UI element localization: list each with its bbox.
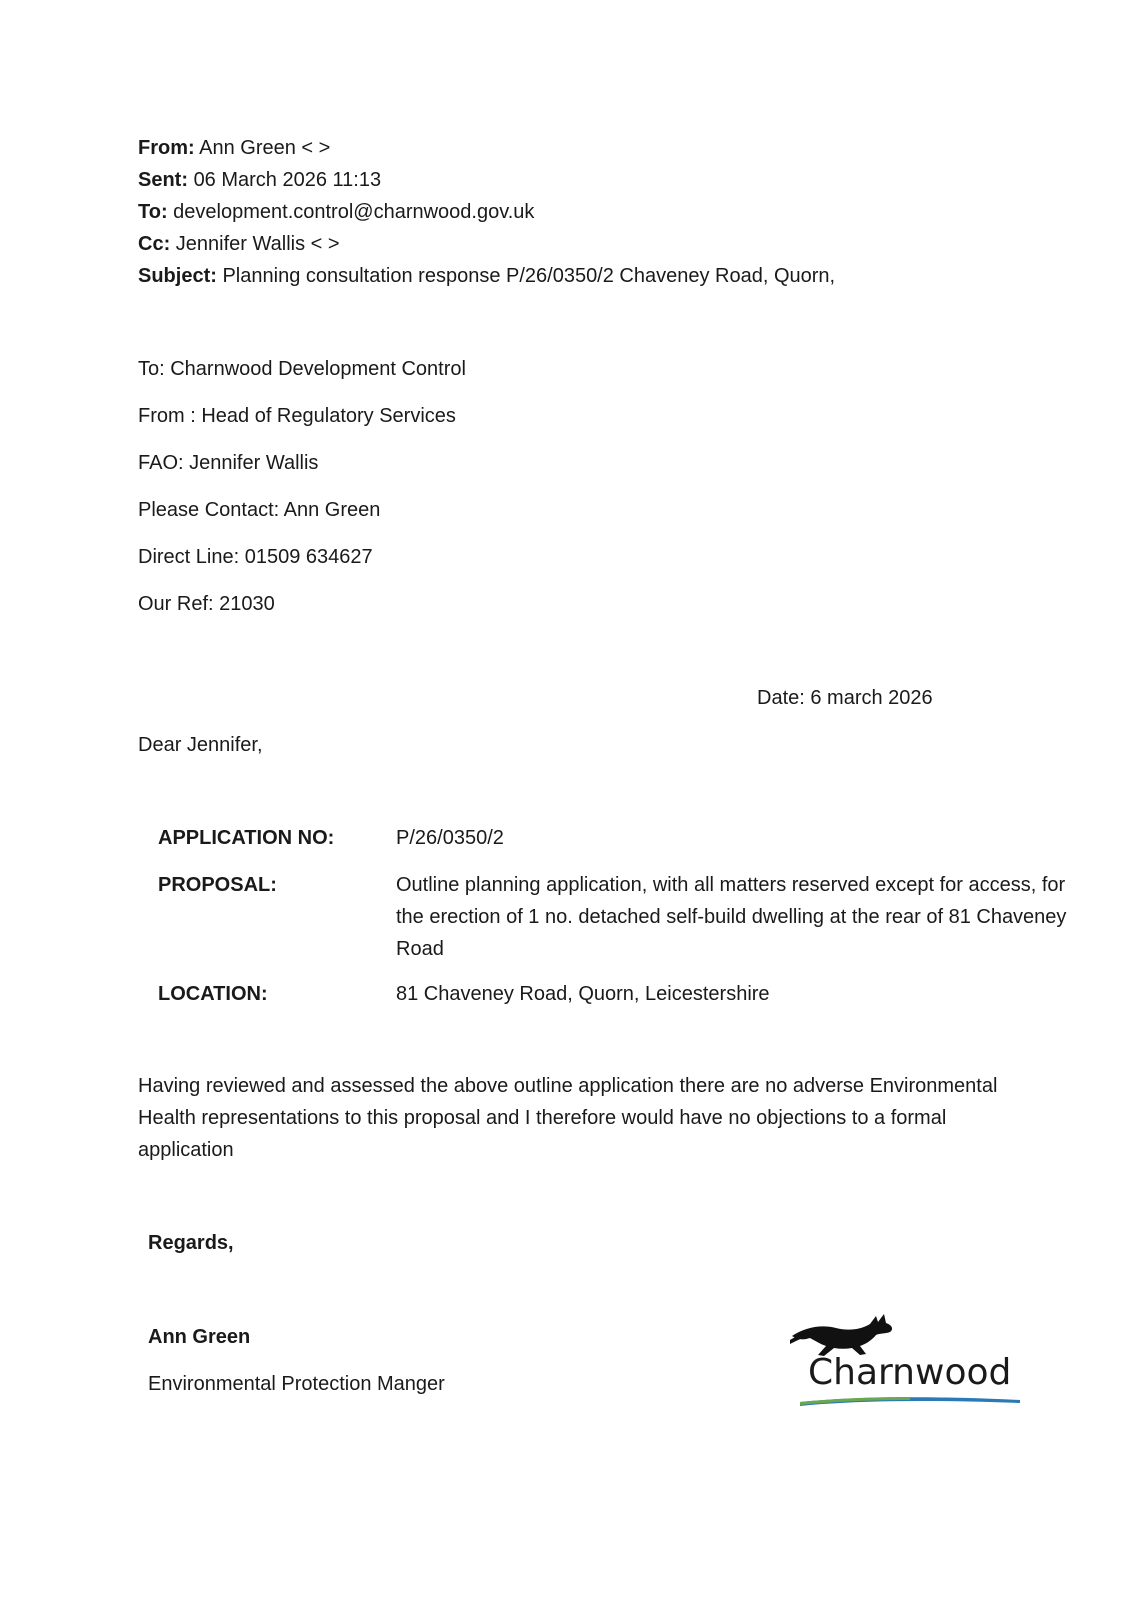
email-cc-line: [138, 232, 340, 256]
memo-our-ref: Our Ref: 21030: [138, 593, 275, 615]
regards: Regards,: [148, 1232, 234, 1254]
memo-from: From : Head of Regulatory Services: [138, 405, 456, 427]
letter-date: Date: 6 march 2026: [757, 687, 933, 709]
email-subject-value: Planning consultation response P/26/0350/2 Chaveney Road, Quorn,: [222, 265, 836, 287]
email-from-value: Ann Green < >: [199, 137, 331, 159]
salutation: Dear Jennifer,: [138, 734, 263, 756]
application-no-value: P/26/0350/2: [396, 827, 504, 849]
email-to-line: [138, 200, 534, 224]
proposal-value: Outline planning application, with all matters reserved except for access, for the erection of 1 no. detached self-build dwelling at the rear of 81 Chaveney Road: [396, 874, 1067, 960]
memo-contact: Please Contact: Ann Green: [138, 499, 381, 521]
email-subject-line: [138, 264, 835, 288]
memo-direct-line: Direct Line: 01509 634627: [138, 546, 373, 568]
email-cc-label: Cc:: [138, 233, 171, 255]
email-sent-label: Sent:: [138, 169, 188, 191]
signatory-name: Ann Green: [148, 1326, 251, 1348]
email-subject-label: Subject:: [138, 265, 217, 287]
email-cc-value: Jennifer Wallis < >: [175, 233, 340, 255]
email-sent-value: 06 March 2026 11:13: [193, 169, 382, 191]
body-paragraph: Having reviewed and assessed the above outline application there are no adverse Environmental Health representations to this proposal and I therefore would have no objections to a formal application: [138, 1075, 998, 1161]
application-no-label: APPLICATION NO:: [158, 827, 335, 849]
email-to-value: development.control@charnwood.gov.uk: [173, 201, 535, 223]
charnwood-logo: [790, 1310, 1030, 1410]
proposal-label: PROPOSAL:: [158, 874, 277, 896]
email-from-line: [138, 136, 330, 160]
memo-fao: FAO: Jennifer Wallis: [138, 452, 319, 474]
logo-wordmark: Charnwood: [808, 1352, 1012, 1393]
email-sent-line: [138, 168, 381, 192]
email-to-label: To:: [138, 201, 168, 223]
location-value: 81 Chaveney Road, Quorn, Leicestershire: [396, 983, 770, 1005]
signatory-title: Environmental Protection Manger: [148, 1373, 445, 1395]
email-from-label: From:: [138, 137, 195, 159]
memo-to: To: Charnwood Development Control: [138, 358, 466, 380]
location-label: LOCATION:: [158, 983, 268, 1005]
logo-swoosh: [800, 1394, 1020, 1408]
